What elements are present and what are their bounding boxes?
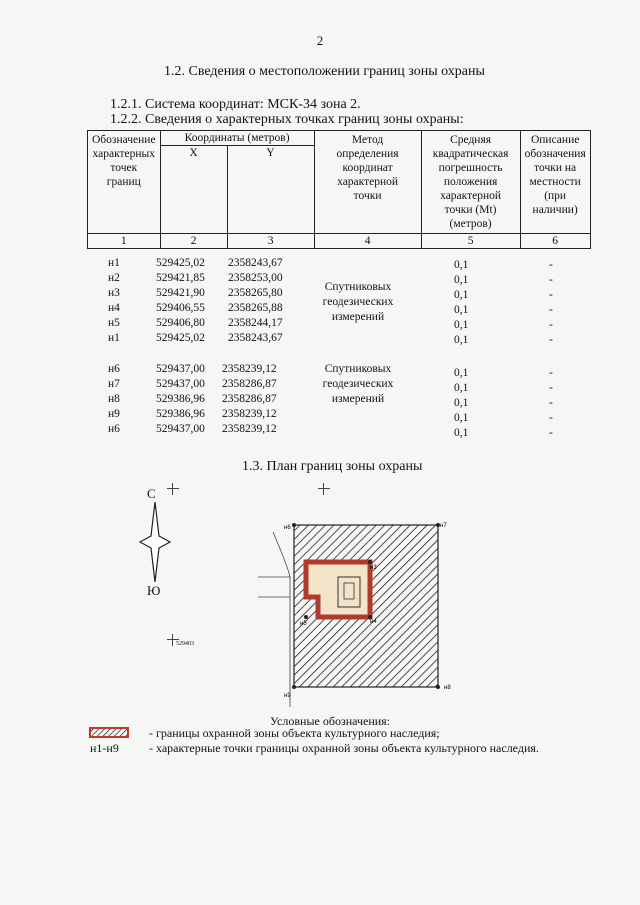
svg-text:н7: н7 — [440, 523, 447, 529]
svg-text:н9: н9 — [284, 693, 291, 699]
points-title: 1.2.2. Сведения о характерных точках границ зоны охраны: — [110, 112, 464, 127]
table-cell: - — [549, 319, 553, 331]
page-number: 2 — [316, 33, 324, 48]
table-cell: - — [549, 259, 553, 271]
table-cell: 529386,96 — [156, 408, 205, 420]
table-cell: 2358244,17 — [228, 317, 283, 329]
table-cell: 0,1 — [454, 319, 469, 331]
table-cell: 0,1 — [454, 334, 469, 346]
table-cell: 529386,96 — [156, 393, 205, 405]
header-col5: Средняя квадратическая погрешность положения характерной точки (Mt) (метров) — [421, 131, 520, 234]
table-cell: 2358243,67 — [228, 332, 283, 344]
legend-item-points: - характерные точки границы охранной зоны объекта культурного наследия. — [149, 741, 539, 755]
svg-text:н3: н3 — [370, 565, 377, 571]
table-cell: 2358286,87 — [222, 378, 277, 390]
coordinates-table — [87, 130, 591, 249]
grid-cross-icon — [318, 483, 330, 495]
group2-d — [549, 366, 553, 441]
col-number-5: 5 — [421, 234, 520, 249]
table-cell: 2358239,12 — [222, 363, 277, 375]
table-cell: 2358239,12 — [222, 408, 277, 420]
col-number-3: 3 — [227, 234, 314, 249]
method-line: Спутниковых — [324, 281, 392, 293]
header-col4: Метод определения координат характерной точки — [314, 131, 421, 234]
table-cell: 2358239,12 — [222, 423, 277, 435]
method-line: Спутниковых — [324, 363, 392, 375]
group1-y — [228, 256, 283, 346]
group2-y — [222, 362, 277, 437]
svg-text:н4: н4 — [370, 619, 377, 625]
table-cell: - — [549, 427, 553, 439]
group1-m — [454, 258, 468, 348]
table-cell: н5 — [108, 317, 120, 329]
table-cell: - — [549, 397, 553, 409]
group2-names — [108, 362, 120, 437]
compass-north-label: С — [147, 486, 156, 501]
group2-m — [454, 366, 468, 441]
header-col1: Обозначение характерных точек границ — [88, 131, 161, 234]
table-cell: 0,1 — [454, 259, 469, 271]
header-x: X — [160, 146, 227, 234]
table-cell: н6 — [108, 363, 120, 375]
table-cell: 529421,90 — [156, 287, 205, 299]
table-cell: н1 — [108, 257, 120, 269]
legend-item-boundary: - границы охранной зоны объекта культурного наследия; — [149, 726, 440, 740]
table-cell: 2358243,67 — [228, 257, 283, 269]
header-coords: Координаты (метров) — [160, 131, 314, 146]
compass-south-label: Ю — [147, 583, 161, 598]
grid-coordinate-label: 529403 — [176, 641, 194, 647]
table-cell: 0,1 — [454, 397, 469, 409]
table-cell: 529437,00 — [156, 423, 205, 435]
group1-names — [108, 256, 120, 346]
grid-cross-icon — [167, 483, 179, 495]
method-line: геодезических — [322, 378, 394, 390]
header-col6: Описание обозначения точки на местности (при наличии) — [520, 131, 590, 234]
col-number-2: 2 — [160, 234, 227, 249]
table-cell: 529437,00 — [156, 363, 205, 375]
table-cell: н6 — [108, 423, 120, 435]
table-cell: 529406,80 — [156, 317, 205, 329]
table-cell: 529437,00 — [156, 378, 205, 390]
legend-points-symbol: н1-н9 — [90, 741, 119, 755]
header-y: Y — [227, 146, 314, 234]
table-cell: 2358253,00 — [228, 272, 283, 284]
table-cell: - — [549, 367, 553, 379]
table-cell: 0,1 — [454, 274, 469, 286]
method-line: измерений — [331, 311, 385, 323]
col-number-1: 1 — [88, 234, 161, 249]
table-cell: - — [549, 304, 553, 316]
table-cell: 529425,02 — [156, 257, 205, 269]
col-number-6: 6 — [520, 234, 590, 249]
table-cell: н2 — [108, 272, 120, 284]
table-cell: 0,1 — [454, 304, 469, 316]
table-cell: 2358286,87 — [222, 393, 277, 405]
boundary-plan-map — [258, 507, 458, 707]
table-cell: - — [549, 334, 553, 346]
group1-method — [303, 280, 413, 325]
col-number-4: 4 — [314, 234, 421, 249]
group2-method — [303, 362, 413, 407]
table-cell: н3 — [108, 287, 120, 299]
table-cell: 0,1 — [454, 382, 469, 394]
table-cell: 0,1 — [454, 427, 469, 439]
group1-x — [156, 256, 205, 346]
table-cell: 529406,55 — [156, 302, 205, 314]
svg-text:н5: н5 — [300, 621, 307, 627]
table-cell: 529425,02 — [156, 332, 205, 344]
table-cell: н1 — [108, 332, 120, 344]
method-line: геодезических — [322, 296, 394, 308]
table-cell: 0,1 — [454, 289, 469, 301]
group1-d — [549, 258, 553, 348]
table-cell: н8 — [108, 393, 120, 405]
table-cell: 0,1 — [454, 367, 469, 379]
table-cell: 0,1 — [454, 412, 469, 424]
svg-text:н6: н6 — [284, 525, 291, 531]
section-title: 1.2. Сведения о местоположении границ зоны охраны — [164, 64, 485, 79]
method-line: измерений — [331, 393, 385, 405]
table-cell: - — [549, 289, 553, 301]
table-cell: н7 — [108, 378, 120, 390]
table-cell: н4 — [108, 302, 120, 314]
table-cell: - — [549, 412, 553, 424]
table-cell: 2358265,88 — [228, 302, 283, 314]
group2-x — [156, 362, 205, 437]
table-cell: н9 — [108, 408, 120, 420]
table-cell: 529421,85 — [156, 272, 205, 284]
compass-icon — [138, 502, 172, 582]
table-cell: 2358265,80 — [228, 287, 283, 299]
legend-title: Условные обозначения: — [270, 714, 391, 728]
table-cell: - — [549, 382, 553, 394]
coord-system: 1.2.1. Система координат: МСК-34 зона 2. — [110, 97, 361, 112]
svg-text:н8: н8 — [444, 685, 451, 691]
table-cell: - — [549, 274, 553, 286]
legend-hatch-swatch — [89, 727, 129, 738]
plan-title: 1.3. План границ зоны охраны — [242, 459, 423, 474]
